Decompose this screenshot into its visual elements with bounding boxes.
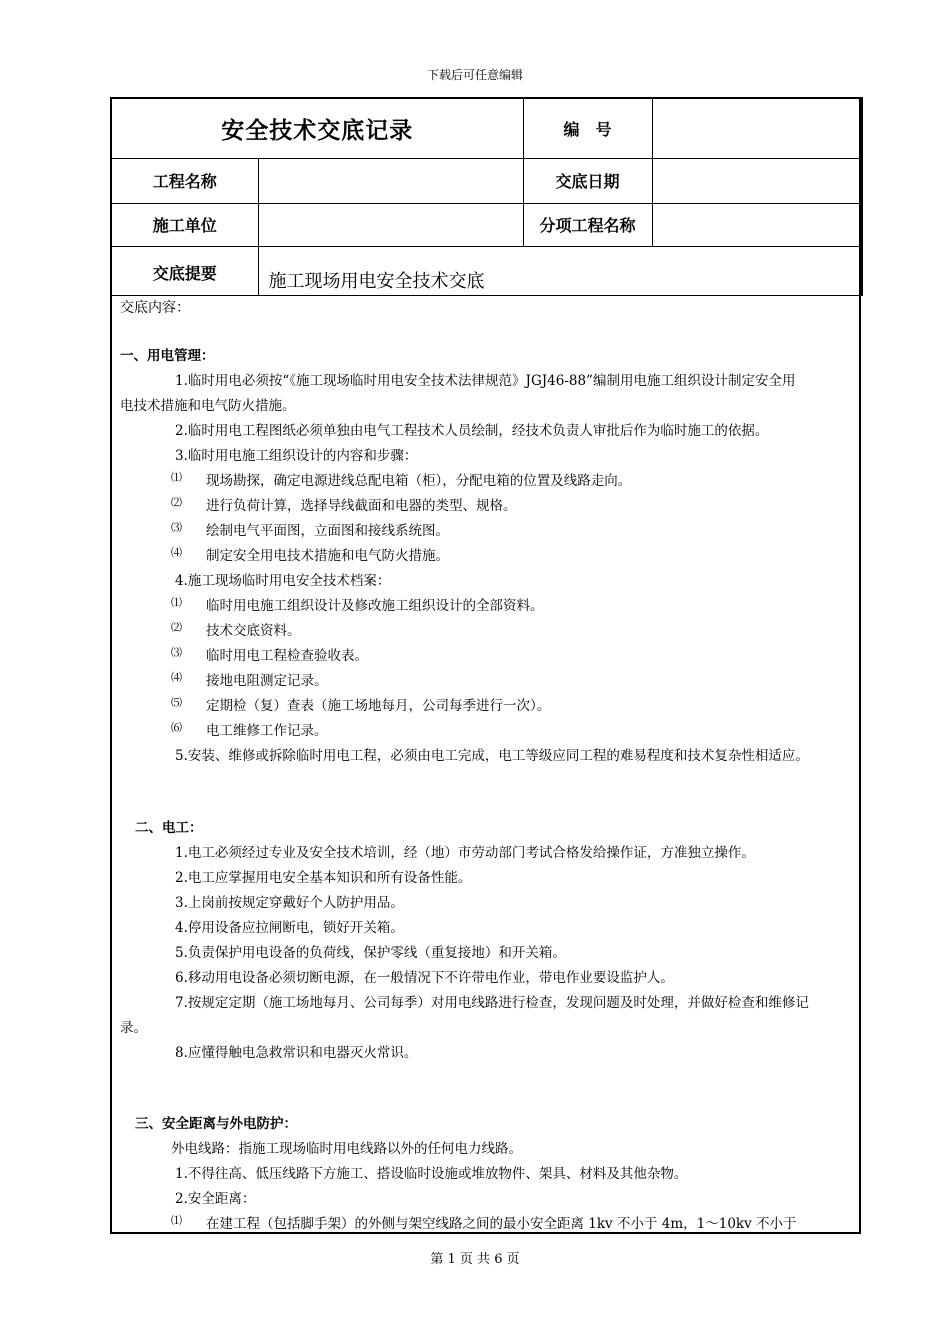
section-1-heading: 一、用电管理：	[120, 348, 215, 364]
s1-p2: 2.临时用电工程图纸必须单独由电气工程技术人员绘制，经技术负责人审批后作为临时施工的依据。	[175, 423, 769, 439]
date-field[interactable]	[652, 158, 862, 203]
list-item: 7.按规定定期（施工场地每月、公司每季）对用电线路进行检查，发现问题及时处理，并做好检查和维修记	[175, 995, 809, 1011]
s1-p1-line1: 1.临时用电必须按“《施工现场临时用电安全技术法律规范》JGJ46-88”编制用电施工组织设计制定安全用	[175, 373, 796, 389]
project-name-field[interactable]	[258, 158, 523, 203]
list-item: 1.电工必须经过专业及安全技术培训，经（地）市劳动部门考试合格发给操作证，方准独立操作。	[175, 845, 755, 861]
number-field[interactable]	[652, 98, 862, 158]
number-label: 编 号	[523, 98, 652, 158]
subproject-field[interactable]	[652, 203, 862, 246]
s1-p4: 4.施工现场临时用电安全技术档案：	[175, 573, 391, 589]
list-item-continuation: 录。	[120, 1020, 147, 1036]
section-2-heading: 二、电工：	[135, 820, 203, 836]
list-item: 4.停用设备应拉闸断电，锁好开关箱。	[175, 920, 404, 936]
list-item: 5.负责保护用电设备的负荷线，保护零线（重复接地）和开关箱。	[175, 945, 566, 961]
content-intro: 交底内容：	[120, 300, 190, 316]
s3-p1: 1.不得往高、低压线路下方施工、搭设临时设施或堆放物件、架具、材料及其他杂物。	[175, 1166, 688, 1182]
s3-definition: 外电线路：指施工现场临时用电线路以外的任何电力线路。	[171, 1141, 522, 1157]
header-table	[110, 97, 863, 296]
unit-field[interactable]	[258, 203, 523, 246]
top-note: 下载后可任意编辑	[426, 68, 523, 82]
summary-label: 交底提要	[111, 246, 258, 295]
list-item: 8.应懂得触电急救常识和电器灭火常识。	[175, 1045, 418, 1061]
s1-p5: 5.安装、维修或拆除临时用电工程，必须由电工完成，电工等级应同工程的难易程度和技术复杂性相适应。	[175, 748, 809, 764]
s3-p2: 2.安全距离：	[175, 1191, 256, 1207]
list-item: 3.上岗前按规定穿戴好个人防护用品。	[175, 895, 404, 911]
list-item: 6.移动用电设备必须切断电源，在一般情况下不许带电作业，带电作业要设监护人。	[175, 970, 674, 986]
s1-p1-line2: 电技术措施和电气防火措施。	[120, 398, 296, 414]
s1-p3: 3.临时用电施工组织设计的内容和步骤：	[175, 448, 418, 464]
list-item: 2.电工应掌握用电安全基本知识和所有设备性能。	[175, 870, 472, 886]
summary-field[interactable]: 施工现场用电安全技术交底	[258, 246, 862, 295]
section-3-heading: 三、安全距离与外电防护：	[135, 1116, 297, 1132]
subproject-label: 分项工程名称	[523, 203, 652, 246]
date-label: 交底日期	[523, 158, 652, 203]
record-title: 安全技术交底记录	[111, 98, 523, 158]
page-footer: 第 1 页 共 6 页	[430, 1252, 520, 1267]
unit-label: 施工单位	[111, 203, 258, 246]
project-name-label: 工程名称	[111, 158, 258, 203]
